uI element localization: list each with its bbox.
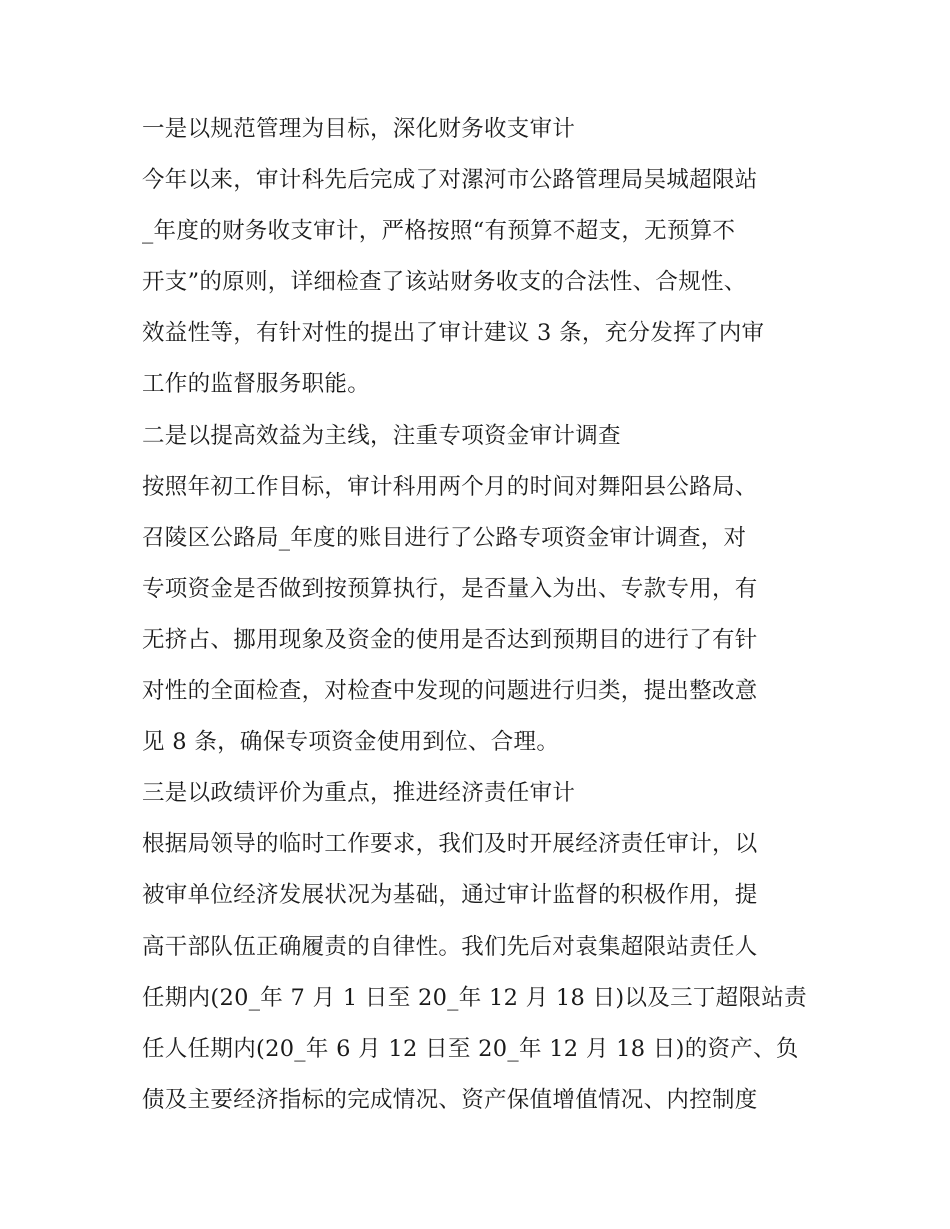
document-body bbox=[142, 104, 822, 1126]
paragraph-line: 无挤占、挪用现象及资金的使用是否达到预期目的进行了有针 bbox=[142, 626, 758, 653]
section-heading-1: 一是以规范管理为目标，深化财务收支审计 bbox=[142, 116, 576, 142]
section-heading-3: 三是以政绩评价为重点，推进经济责任审计 bbox=[142, 780, 576, 807]
paragraph-line: 专项资金是否做到按预算执行，是否量入为出、专款专用，有 bbox=[142, 575, 758, 602]
paragraph-line: 效益性等，有针对性的提出了审计建议 3 条，充分发挥了内审 bbox=[142, 320, 765, 347]
paragraph-line: 任人任期内(20_年 6 月 12 日至 20_年 12 月 18 日)的资产、负 bbox=[142, 1035, 799, 1062]
paragraph-line: 工作的监督服务职能。 bbox=[142, 371, 371, 398]
paragraph-line: 今年以来，审计科先后完成了对漯河市公路管理局吴城超限站 bbox=[142, 167, 758, 194]
paragraph-line: 按照年初工作目标，审计科用两个月的时间对舞阳县公路局、 bbox=[142, 473, 758, 500]
paragraph-line: 被审单位经济发展状况为基础，通过审计监督的积极作用，提 bbox=[142, 882, 758, 909]
paragraph-line: 根据局领导的临时工作要求，我们及时开展经济责任审计，以 bbox=[142, 831, 758, 858]
paragraph-line: 见 8 条，确保专项资金使用到位、合理。 bbox=[142, 729, 560, 756]
paragraph-line: 高干部队伍正确履责的自律性。我们先后对袁集超限站责任人 bbox=[142, 933, 758, 960]
paragraph-line: 对性的全面检查，对检查中发现的问题进行归类，提出整改意 bbox=[142, 678, 758, 705]
paragraph-line: _年度的财务收支审计，严格按照“有预算不超支，无预算不 bbox=[142, 218, 736, 245]
section-heading-2: 二是以提高效益为主线，注重专项资金审计调查 bbox=[142, 422, 621, 449]
paragraph-line: 召陵区公路局_年度的账目进行了公路专项资金审计调查，对 bbox=[142, 524, 747, 551]
paragraph-line: 任期内(20_年 7 月 1 日至 20_年 12 月 18 日)以及三丁超限站责 bbox=[142, 984, 807, 1011]
paragraph-line: 开支”的原则，详细检查了该站财务收支的合法性、合规性、 bbox=[142, 269, 747, 296]
paragraph-line: 债及主要经济指标的完成情况、资产保值增值情况、内控制度 bbox=[142, 1086, 758, 1113]
